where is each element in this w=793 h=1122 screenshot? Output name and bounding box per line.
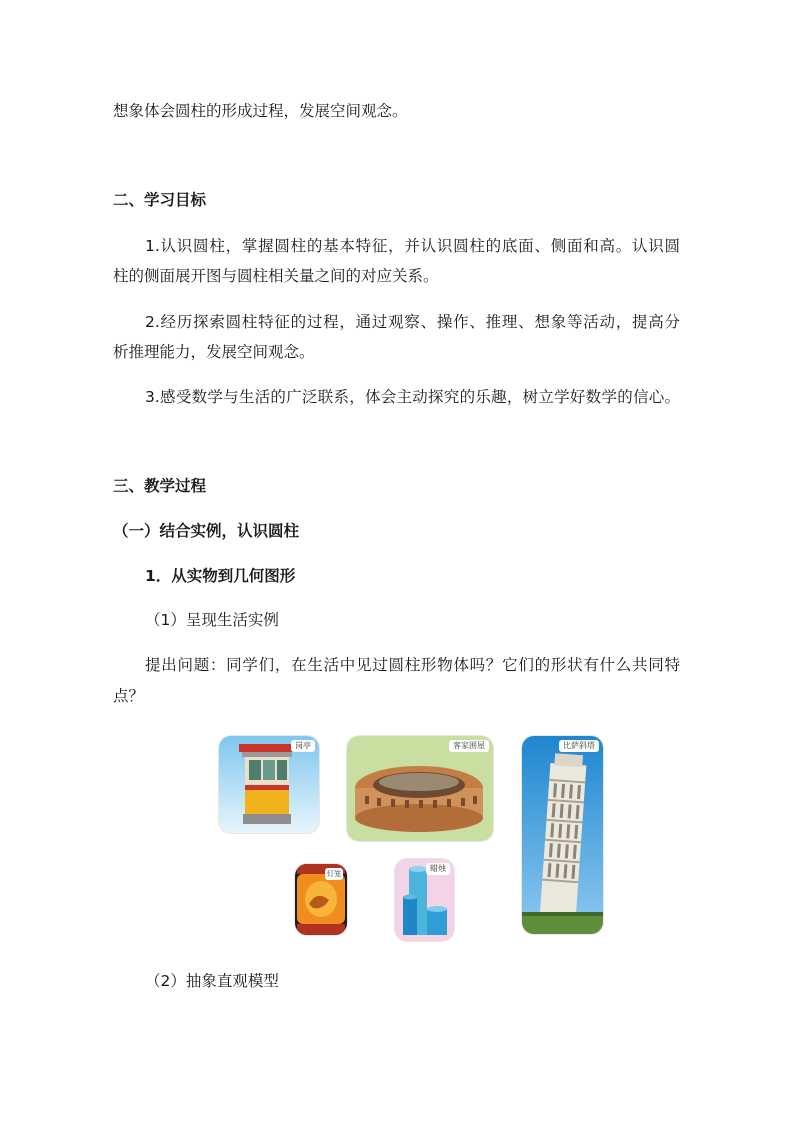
goal-1-line-1: 1.认识圆柱，掌握圆柱的基本特征，并认识圆柱的底面、侧面和高。认识圆 xyxy=(145,237,680,255)
tulou-label: 客家围屋 xyxy=(449,740,489,752)
candle-label: 蜡烛 xyxy=(426,863,450,875)
goal-2-line-1: 2.经历探索圆柱特征的过程，通过观察、操作、推理、想象等活动，提高分 xyxy=(145,313,680,331)
pisa-label: 比萨斜塔 xyxy=(559,740,599,752)
intro-line: 想象体会圆柱的形成过程，发展空间观念。 xyxy=(113,102,408,120)
question-line-1: 提出问题：同学们，在生活中见过圆柱形物体吗？它们的形状有什么共同特 xyxy=(145,656,680,674)
booth-photo xyxy=(219,736,319,833)
goal-1-line-2: 柱的侧面展开图与圆柱相关量之间的对应关系。 xyxy=(113,267,439,285)
step-1-label: （1）呈现生活实例 xyxy=(145,611,279,629)
section-3-title: 三、教学过程 xyxy=(113,477,207,495)
step-2-label: （2）抽象直观模型 xyxy=(145,972,279,990)
goal-2-line-2: 析推理能力，发展空间观念。 xyxy=(113,343,315,361)
goal-3: 3.感受数学与生活的广泛联系，体会主动探究的乐趣，树立学好数学的信心。 xyxy=(145,388,680,406)
lantern-photo xyxy=(295,864,347,935)
pisa-photo xyxy=(522,736,603,934)
candle-photo xyxy=(395,859,454,941)
tulou-photo xyxy=(347,736,493,841)
section-2-title: 二、学习目标 xyxy=(113,191,207,209)
subsection-1-1-title: 1．从实物到几何图形 xyxy=(145,567,296,585)
lantern-label: 灯笼 xyxy=(327,870,341,878)
booth-label: 岗亭 xyxy=(291,740,315,752)
subsection-1-title: （一）结合实例，认识圆柱 xyxy=(113,522,300,540)
question-line-2: 点？ xyxy=(113,687,145,705)
